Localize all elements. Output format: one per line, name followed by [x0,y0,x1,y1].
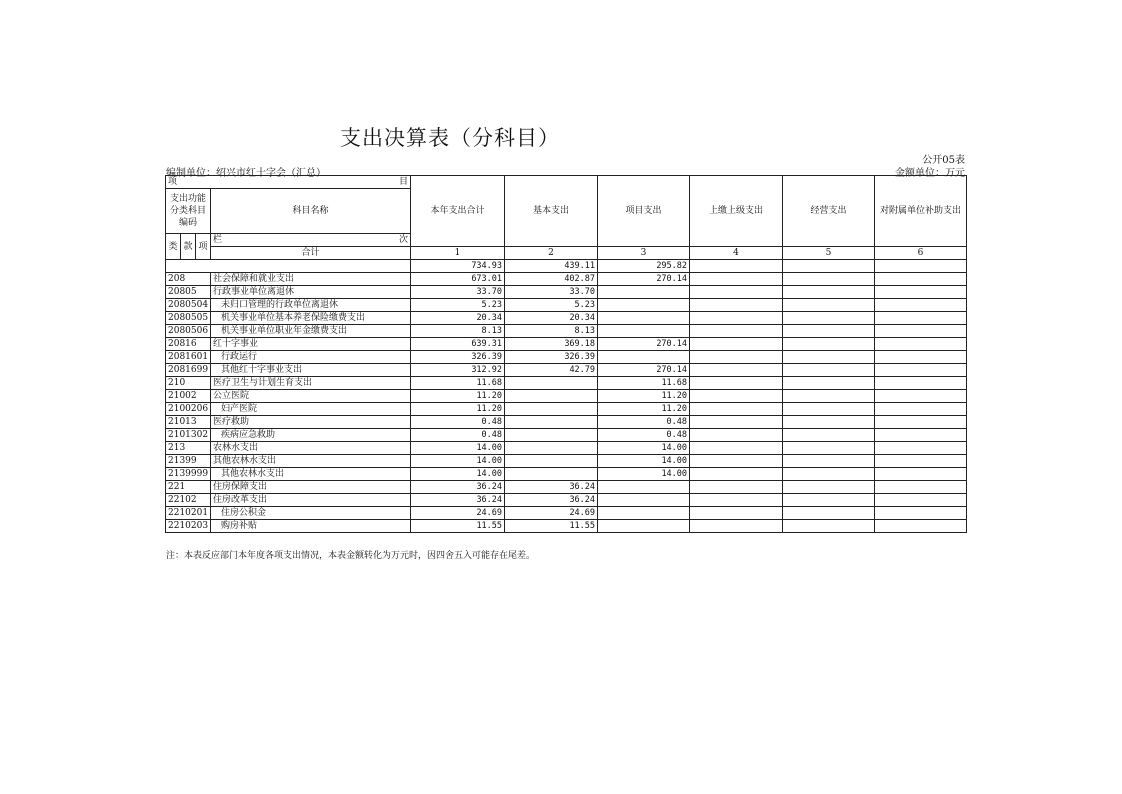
row-value-col-1: 326.39 [411,351,505,364]
row-value-col-6 [875,455,967,468]
table-row [166,416,967,429]
row-value-col-1: 11.68 [411,377,505,390]
row-subject-name: 住房保障支出 [211,481,411,494]
row-value-col-6 [875,390,967,403]
row-value-col-1: 639.31 [411,338,505,351]
row-code: 2101302 [166,429,211,442]
col-index-6: 6 [875,247,967,260]
table-row [166,429,967,442]
table-row [166,325,967,338]
total-c3: 295.82 [598,260,690,273]
row-value-col-6 [875,312,967,325]
row-value-col-2: 326.39 [505,351,598,364]
total-c2: 439.11 [505,260,598,273]
row-value-col-1: 14.00 [411,455,505,468]
row-value-col-2 [505,390,598,403]
row-value-col-1: 33.70 [411,286,505,299]
row-value-col-5 [783,429,875,442]
row-code: 20805 [166,286,211,299]
header-lan: 栏 [213,235,223,245]
row-subject-name: 社会保障和就业支出 [211,273,411,286]
row-subject-name: 医疗卫生与计划生育支出 [211,377,411,390]
row-value-col-3: 270.14 [598,338,690,351]
row-code: 22102 [166,494,211,507]
row-value-col-1: 0.48 [411,416,505,429]
row-value-col-2: 8.13 [505,325,598,338]
table-row [166,273,967,286]
row-code: 213 [166,442,211,455]
row-value-col-3 [598,351,690,364]
row-value-col-3 [598,507,690,520]
row-value-col-5 [783,520,875,533]
row-value-col-4 [690,312,783,325]
header-total-label: 合计 [211,247,411,260]
row-code: 2139999 [166,468,211,481]
row-value-col-6 [875,442,967,455]
row-value-col-4 [690,273,783,286]
table-row [166,442,967,455]
row-value-col-6 [875,429,967,442]
row-subject-name: 住房改革支出 [211,494,411,507]
header-xiang2: 项 [196,234,211,260]
row-value-col-6 [875,377,967,390]
row-value-col-4 [690,364,783,377]
row-value-col-4 [690,481,783,494]
row-value-col-4 [690,455,783,468]
row-code: 2080504 [166,299,211,312]
row-value-col-1: 36.24 [411,481,505,494]
row-value-col-2 [505,455,598,468]
row-subject-name: 红十字事业 [211,338,411,351]
header-func-code [166,189,211,234]
row-subject-name: 其他红十字事业支出 [211,364,411,377]
row-value-col-6 [875,364,967,377]
table-row [166,455,967,468]
row-subject-name: 疾病应急救助 [211,429,411,442]
row-value-col-1: 20.34 [411,312,505,325]
row-code: 20816 [166,338,211,351]
row-subject-name: 行政事业单位离退休 [211,286,411,299]
row-value-col-1: 24.69 [411,507,505,520]
row-value-col-5 [783,468,875,481]
row-code: 221 [166,481,211,494]
row-value-col-5 [783,273,875,286]
col-index-3: 3 [598,247,690,260]
total-c1: 734.93 [411,260,505,273]
row-code: 2210203 [166,520,211,533]
row-value-col-3: 270.14 [598,364,690,377]
row-value-col-6 [875,468,967,481]
row-value-col-5 [783,442,875,455]
row-value-col-2: 33.70 [505,286,598,299]
table-row [166,286,967,299]
row-value-col-5 [783,494,875,507]
row-subject-name: 农林水支出 [211,442,411,455]
row-value-col-4 [690,351,783,364]
row-value-col-6 [875,299,967,312]
row-value-col-2 [505,468,598,481]
row-value-col-2 [505,416,598,429]
header-func-code-text: 支出功能分类科目编码 [169,194,206,228]
col-index-4: 4 [690,247,783,260]
row-value-col-2: 24.69 [505,507,598,520]
col-header-1: 本年支出合计 [411,176,505,247]
row-value-col-3: 14.00 [598,468,690,481]
row-value-col-5 [783,351,875,364]
row-value-col-4 [690,390,783,403]
row-value-col-4 [690,468,783,481]
row-value-col-4 [690,507,783,520]
row-code: 210 [166,377,211,390]
row-value-col-1: 14.00 [411,468,505,481]
row-subject-name: 妇产医院 [211,403,411,416]
row-value-col-5 [783,481,875,494]
row-value-col-3 [598,286,690,299]
header-subject-name: 科目名称 [211,189,411,234]
total-c4 [690,260,783,273]
row-value-col-3 [598,299,690,312]
table-row [166,507,967,520]
row-value-col-2: 5.23 [505,299,598,312]
header-row-index [166,247,967,260]
header-mu: 目 [399,177,409,187]
total-c5 [783,260,875,273]
col-header-4: 上缴上级支出 [690,176,783,247]
header-xiang: 项 [168,177,178,187]
row-subject-name: 其他农林水支出 [211,468,411,481]
form-number: 公开05表 [922,155,965,166]
table-row [166,377,967,390]
row-value-col-2 [505,377,598,390]
row-code: 2210201 [166,507,211,520]
row-value-col-5 [783,364,875,377]
table-row [166,494,967,507]
row-value-col-3: 14.00 [598,455,690,468]
row-subject-name: 行政运行 [211,351,411,364]
row-value-col-1: 14.00 [411,442,505,455]
col-header-6: 对附属单位补助支出 [875,176,967,247]
row-value-col-1: 11.55 [411,520,505,533]
row-value-col-3: 270.14 [598,273,690,286]
row-value-col-2 [505,442,598,455]
row-value-col-4 [690,520,783,533]
amount-unit-label: 金额单位：万元 [895,168,965,179]
row-value-col-6 [875,325,967,338]
row-value-col-4 [690,403,783,416]
row-value-col-3 [598,325,690,338]
row-value-col-2: 11.55 [505,520,598,533]
organization-label: 编制单位：绍兴市红十字会（汇总） [166,168,326,179]
col-header-3: 项目支出 [598,176,690,247]
row-value-col-1: 5.23 [411,299,505,312]
row-code: 2080506 [166,325,211,338]
row-value-col-5 [783,390,875,403]
table-row [166,390,967,403]
row-code: 2100206 [166,403,211,416]
row-value-col-6 [875,338,967,351]
total-label-empty [166,260,411,273]
total-row [166,260,967,273]
row-value-col-3: 11.68 [598,377,690,390]
row-value-col-6 [875,273,967,286]
row-value-col-6 [875,481,967,494]
table-row [166,364,967,377]
expenditure-table [165,175,967,533]
row-code: 2081601 [166,351,211,364]
row-value-col-5 [783,377,875,390]
header-kuan: 款 [181,234,196,260]
col-index-1: 1 [411,247,505,260]
row-value-col-5 [783,299,875,312]
header-row-xiang-mu [166,176,967,189]
footnote: 注：本表反应部门本年度各项支出情况，本表金额转化为万元时，因四舍五入可能存在尾差。 [166,551,536,561]
row-value-col-3 [598,481,690,494]
table-row [166,520,967,533]
row-value-col-6 [875,494,967,507]
page-title: 支出决算表（分科目） [340,126,560,150]
table-row [166,481,967,494]
row-value-col-6 [875,403,967,416]
row-value-col-5 [783,312,875,325]
table-row [166,299,967,312]
row-subject-name: 机关事业单位职业年金缴费支出 [211,325,411,338]
col-index-5: 5 [783,247,875,260]
row-value-col-4 [690,325,783,338]
table-row [166,403,967,416]
table-row [166,338,967,351]
row-code: 21002 [166,390,211,403]
row-value-col-2: 36.24 [505,494,598,507]
total-c6 [875,260,967,273]
row-subject-name: 医疗救助 [211,416,411,429]
header-ci: 次 [399,235,409,245]
row-value-col-2: 20.34 [505,312,598,325]
row-value-col-1: 312.92 [411,364,505,377]
col-header-5: 经营支出 [783,176,875,247]
row-value-col-6 [875,286,967,299]
row-value-col-3: 11.20 [598,390,690,403]
row-code: 2080505 [166,312,211,325]
row-subject-name: 其他农林水支出 [211,455,411,468]
row-value-col-2: 402.87 [505,273,598,286]
row-value-col-2: 36.24 [505,481,598,494]
row-value-col-3: 14.00 [598,442,690,455]
col-index-2: 2 [505,247,598,260]
row-value-col-3: 0.48 [598,429,690,442]
row-subject-name: 公立医院 [211,390,411,403]
row-value-col-4 [690,286,783,299]
header-xiang-mu-cell [166,176,411,189]
row-value-col-3 [598,494,690,507]
row-subject-name: 机关事业单位基本养老保险缴费支出 [211,312,411,325]
row-value-col-6 [875,351,967,364]
row-value-col-3 [598,312,690,325]
row-value-col-2 [505,403,598,416]
header-lan-ci [211,234,411,247]
row-value-col-2: 369.18 [505,338,598,351]
row-subject-name: 未归口管理的行政单位离退休 [211,299,411,312]
row-value-col-5 [783,286,875,299]
table-row [166,312,967,325]
row-value-col-1: 673.01 [411,273,505,286]
row-value-col-4 [690,377,783,390]
table-row [166,468,967,481]
row-value-col-6 [875,507,967,520]
row-code: 2081699 [166,364,211,377]
row-value-col-5 [783,507,875,520]
row-value-col-6 [875,416,967,429]
row-value-col-1: 36.24 [411,494,505,507]
row-value-col-4 [690,299,783,312]
row-value-col-1: 11.20 [411,403,505,416]
row-value-col-4 [690,442,783,455]
row-value-col-1: 8.13 [411,325,505,338]
row-value-col-6 [875,520,967,533]
row-value-col-1: 0.48 [411,429,505,442]
row-value-col-5 [783,455,875,468]
row-value-col-5 [783,416,875,429]
row-code: 21399 [166,455,211,468]
row-value-col-3: 0.48 [598,416,690,429]
row-value-col-1: 11.20 [411,390,505,403]
row-value-col-2 [505,429,598,442]
row-code: 208 [166,273,211,286]
row-value-col-4 [690,416,783,429]
header-lei: 类 [166,234,181,260]
row-value-col-4 [690,429,783,442]
row-value-col-3 [598,520,690,533]
row-value-col-4 [690,494,783,507]
row-value-col-5 [783,325,875,338]
row-subject-name: 购房补贴 [211,520,411,533]
row-value-col-4 [690,338,783,351]
table-row [166,351,967,364]
row-subject-name: 住房公积金 [211,507,411,520]
col-header-2: 基本支出 [505,176,598,247]
row-value-col-3: 11.20 [598,403,690,416]
row-value-col-5 [783,338,875,351]
row-code: 21013 [166,416,211,429]
row-value-col-5 [783,403,875,416]
row-value-col-2: 42.79 [505,364,598,377]
